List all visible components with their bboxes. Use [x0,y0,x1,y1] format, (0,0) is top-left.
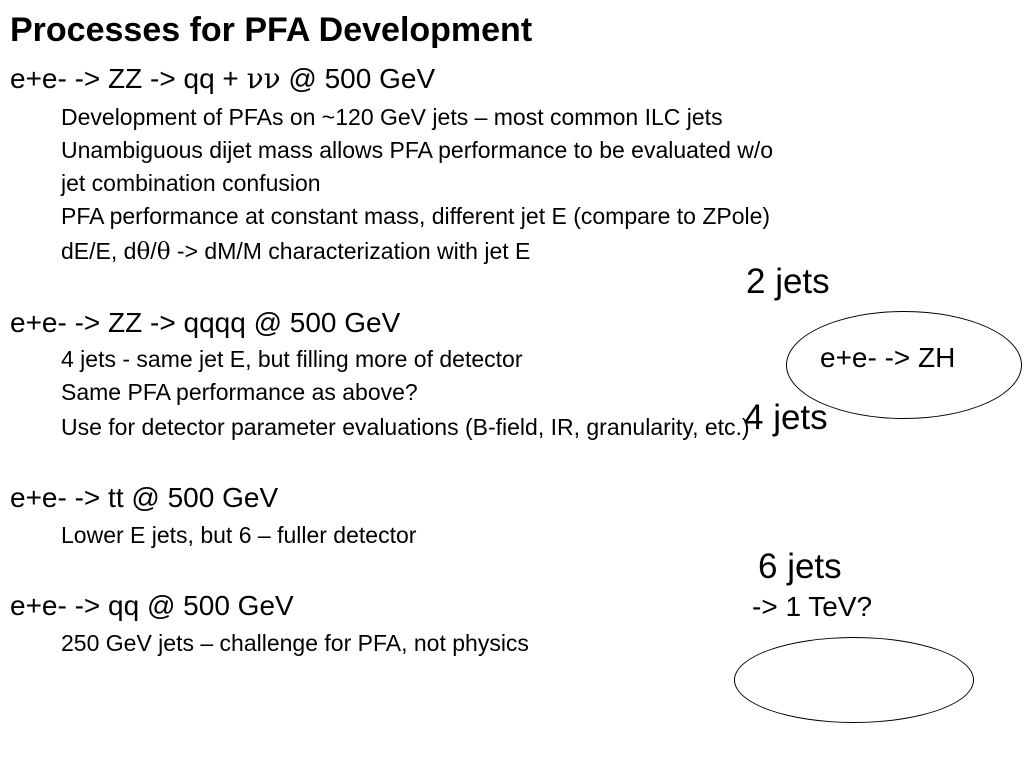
bullet-part: / [150,238,157,264]
heading-text-pre: e+e- -> ZZ -> qq + [10,63,247,94]
section-heading-zz-qqqq: e+e- -> ZZ -> qqqq @ 500 GeV [10,307,401,338]
section-heading-qq: e+e- -> qq @ 500 GeV [10,590,294,621]
bullet-text: 250 GeV jets – challenge for PFA, not physics [61,630,529,656]
six-jets-label: 6 jets [758,547,842,586]
bullet-text: Unambiguous dijet mass allows PFA performance to be evaluated w/o [61,137,774,163]
bullet-text: Development of PFAs on ~120 GeV jets – most common ILC jets [61,104,723,130]
nu-nu-symbol: νν [246,62,281,95]
bullet-text: Lower E jets, but 6 – fuller detector [61,522,417,548]
heading-text-post: @ 500 GeV [280,63,436,94]
bullet-text: jet combination confusion [61,170,321,196]
bullet-text: 4 jets - same jet E, but filling more of detector [61,346,523,372]
zh-label: e+e- -> ZH [820,342,956,373]
section-heading-tt: e+e- -> tt @ 500 GeV [10,482,279,513]
bullet-part: -> dM/M characterization with jet E [170,238,531,264]
bullet-text-resolution [61,235,530,269]
bullet-part: dE/E, d [61,238,137,264]
slide-title: Processes for PFA Development [10,11,533,49]
one-tev-label: -> 1 TeV? [752,591,873,622]
bullet-text: PFA performance at constant mass, different jet E (compare to ZPole) [61,203,771,229]
two-jets-label: 2 jets [746,262,830,301]
bullet-text: Same PFA performance as above? [61,379,418,405]
empty-ellipse [734,637,974,723]
section-heading-zz-qq-nunu [10,62,435,96]
theta-symbol: θ [156,239,171,265]
theta-symbol: θ [136,239,151,265]
four-jets-label: 4 jets [744,398,828,437]
bullet-text: Use for detector parameter evaluations (B-field, IR, granularity, etc.) [61,414,750,440]
